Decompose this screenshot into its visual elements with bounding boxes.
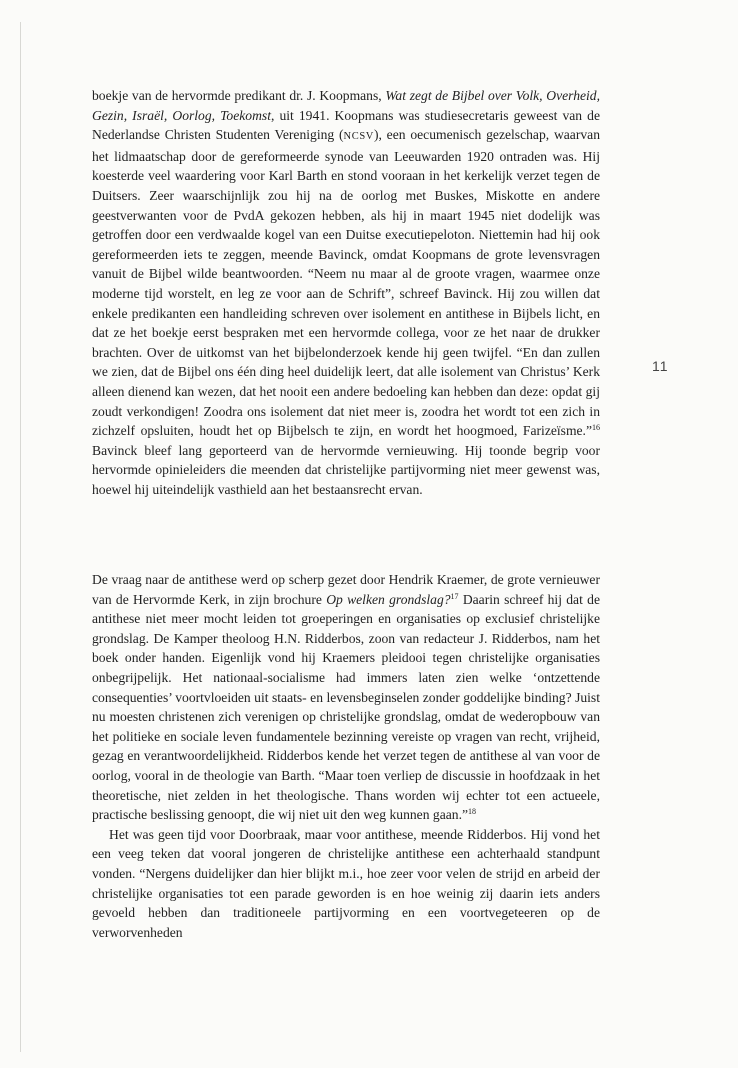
paragraph-ridderbos (92, 825, 600, 943)
text-run: boekje van de hervormde predikant dr. J. Koopmans, (92, 88, 386, 103)
page-margin-rule (20, 22, 21, 1052)
paragraph-text (92, 570, 600, 825)
paragraph-text (92, 86, 600, 499)
paragraph-koopmans (92, 86, 600, 499)
page-number: 11 (652, 358, 669, 374)
text-run: , uit 1941. Koopmans was studiesecretaris geweest van de Nederlandse Christen Studenten Vereniging ( (92, 107, 600, 143)
text-run: Bavinck bleef lang geporteerd van de hervormde vernieuwing. Hij toonde begrip voor hervormde opinieleiders die meenden dat christelijke partijvorming niet meer gewenst was, hoewel hij uiteindelijk vasthield aan het bestaansrecht ervan. (92, 442, 600, 497)
book-title: Wat zegt de Bijbel over Volk, Overheid, Gezin, Israël, Oorlog, Toekomst (92, 88, 600, 123)
abbreviation: NCSV (343, 131, 374, 143)
text-run: Daarin schreef hij dat de antithese niet meer mocht leiden tot groeperingen en organisaties op exclusief christelijke grondslag. De Kamper theoloog H.N. Ridderbos, zoon van redacteur J. Ridderbos, nam het boek onder handen. Eigenlijk vond hij Kraemers pleidooi tegen christelijke organisaties onbegrijpelijk. Het nationaal-socialisme had immers laten zien welke ‘ontzettende consequenties’ voortvloeiden uit staats- en levensbeginselen zonder goddelijke binding? Juist nu moesten christenen zich verenigen op christelijke grondslag, omdat de wederopbouw van het politieke en sociale leven fundamentele bezinning vereiste op vragen van recht, vrijheid, gezag en verantwoordelijkheid. Ridderbos kende het verzet tegen de antithese al van voor de oorlog, vooral in de theologie van Barth. “Maar toen verliep de discussie in hoofdzaak in het theoretische, niet zelden in het theologische. Thans worden wij echter tot een actueele, practische beslissing genoopt, die wij niet uit den weg kunnen gaan.” (92, 591, 600, 823)
footnote-ref: 16 (592, 423, 600, 433)
paragraph-kraemer (92, 570, 600, 942)
text-run: Het was geen tijd voor Doorbraak, maar voor antithese, meende Ridderbos. Hij vond het een veeg teken dat vooral jongeren de christelijke antithese een achterhaald standpunt vonden. “Nergens duidelijker dan hier blijkt m.i., hoe zeer voor velen de strijd en arbeid der christelijke organisaties tot een parade geworden is en hoe weinig zij daarin iets anders gevoeld hebben dan traditioneele partijvorming en een voortvegeteeren op de verworvenheden (92, 826, 600, 940)
footnote-ref: 17 (450, 591, 459, 601)
brochure-title: Op welken grondslag? (326, 591, 451, 607)
footnote-ref: 18 (468, 807, 476, 817)
text-run: ), een oecumenisch gezelschap, waarvan het lidmaatschap door de gereformeerde synode van Leeuwarden 1920 ontraden was. Hij koesterde veel waardering voor Karl Barth en stond vooraan in het kerkelijk verzet tegen de Duitsers. Zeer waarschijnlijk zou hij na de oorlog met Buskes, Miskotte en andere geestverwanten voor de PvdA gekozen hebben, als hij in maart 1945 niet dodelijk was getroffen door een verdwaalde kogel van een Duitse executiepeloton. Niettemin had hij ook gereformeerden iets te zeggen, meende Bavinck, omdat Koopmans de grote levensvragen vanuit de Bijbel wilde beantwoorden. “Neem nu maar al de groote vragen, waarmee onze moderne tijd worstelt, en leg ze voor aan de Schrift”, schreef Bavinck. Hij zou willen dat enkele predikanten een handleiding schreven over isolement en antithese in Bijbels licht, en dat ze het boekje eerst bespraken met een hervormde collega, voor ze het naar de drukker brachten. Over de uitkomst van het bijbelonderzoek kende hij geen twijfel. “En dan zullen we zien, dat de Bijbel ons één ding heel duidelijk leert, dat alle isolement van Christus’ Kerk alleen dienend kan wezen, dat het nooit een andere bedoeling kan hebben dan deze: opdat gij zoudt verkondigen! Zoodra ons isolement dat niet meer is, zoodra het wordt tot een zich in zichzelf opsluiten, houdt het op Bijbelsch te zijn, en wordt het hoogmoed, Farizeïsme.” (92, 127, 600, 439)
text-run: De vraag naar de antithese werd op scherp gezet door Hendrik Kraemer, de grote vernieuwer van de Hervormde Kerk, in zijn brochure (92, 572, 600, 607)
